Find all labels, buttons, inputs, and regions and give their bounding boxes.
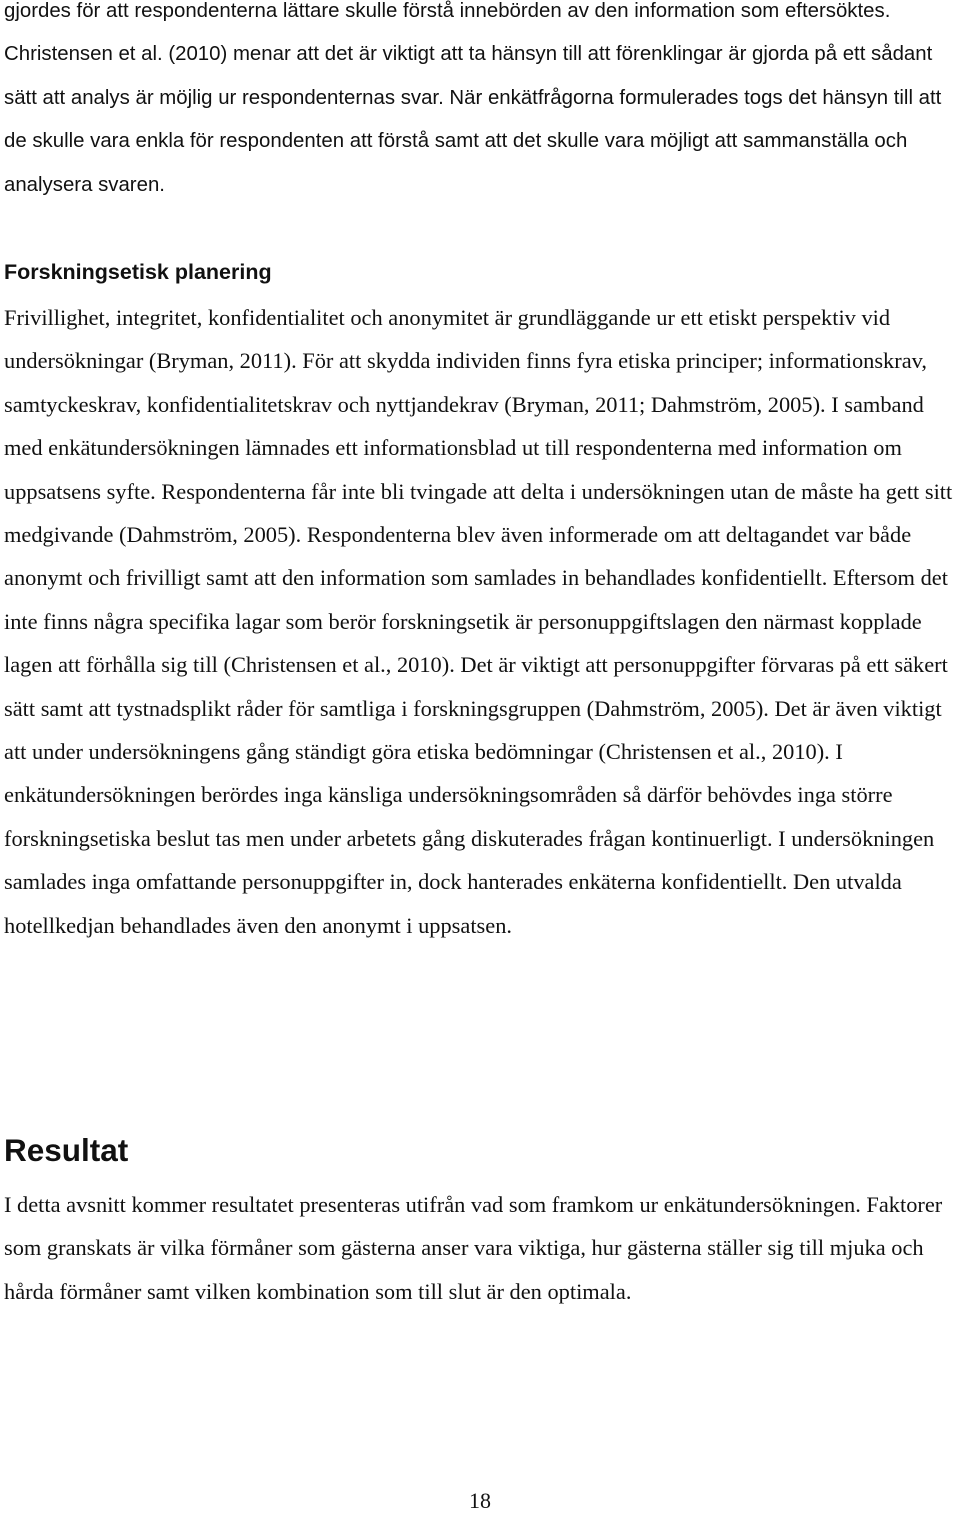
etik-paragraph: Frivillighet, integritet, konfidentialitet och anonymitet är grundläggande ur ett etiskt perspektiv vid undersökningar (Bryman, 2011). För att skydda individen finns fyra etiska principer; informationskrav, samtyckeskrav, konfidentialitetskrav och nyttjandekrav (Bryman, 2011; Dahmström, 2005). I samband med enkätundersökningen lämnades ett informationsblad ut till respondenterna med information om uppsatsens syfte. Respondenterna får inte bli tvingade att delta i undersökningen utan de måste ha gett sitt medgivande (Dahmström, 2005). Respondenterna blev även informerade om att deltagandet var både anonymt och frivilligt samt att den information som samlades in behandlades konfidentiellt. Eftersom det inte finns några specifika lagar som berör forskningsetik är personuppgiftslagen den närmast kopplade lagen att förhålla sig till (Christensen et al., 2010). Det är viktigt att personuppgifter förvaras på ett säkert sätt samt att tystnadsplikt råder för samtliga i forskningsgruppen (Dahmström, 2005). Det är även viktigt att under undersökningens gång ständigt göra etiska bedömningar (Christensen et al., 2010). I enkätundersökningen berördes inga känsliga undersökningsområden så därför behövdes inga större forskningsetiska beslut tas men under arbetets gång diskuterades frågan kontinuerligt. I undersökningen samlades inga omfattande personuppgifter in, dock hanterades enkäterna konfidentiellt. Den utvalda hotellkedjan behandlades även den anonymt i uppsatsen. xyxy=(4,305,953,938)
resultat-paragraph: I detta avsnitt kommer resultatet presenteras utifrån vad som framkom ur enkätundersökningen. Faktorer som granskats är vilka förmåner som gästerna anser vara viktiga, hur gästerna ställer sig till mjuka och hårda förmåner samt vilken kombination som till slut är den optimala. xyxy=(4,1192,943,1304)
section-heading-forskningsetisk-planering: Forskningsetisk planering xyxy=(4,260,272,284)
section-heading-resultat: Resultat xyxy=(4,1132,129,1168)
intro-paragraph: gjordes för att respondenterna lättare skulle förstå innebörden av den information som eftersöktes. Christensen et al. (2010) menar att det är viktigt att ta hänsyn till att förenklingar är gjorda på ett sådant sätt att analys är möjlig ur respondenternas svar. När enkätfrågorna formulerades togs det hänsyn till att de skulle vara enkla för respondenten att förstå samt att det skulle vara möjligt att sammanställa och analysera svaren. xyxy=(4,0,942,196)
page-number: 18 xyxy=(469,1488,491,1513)
